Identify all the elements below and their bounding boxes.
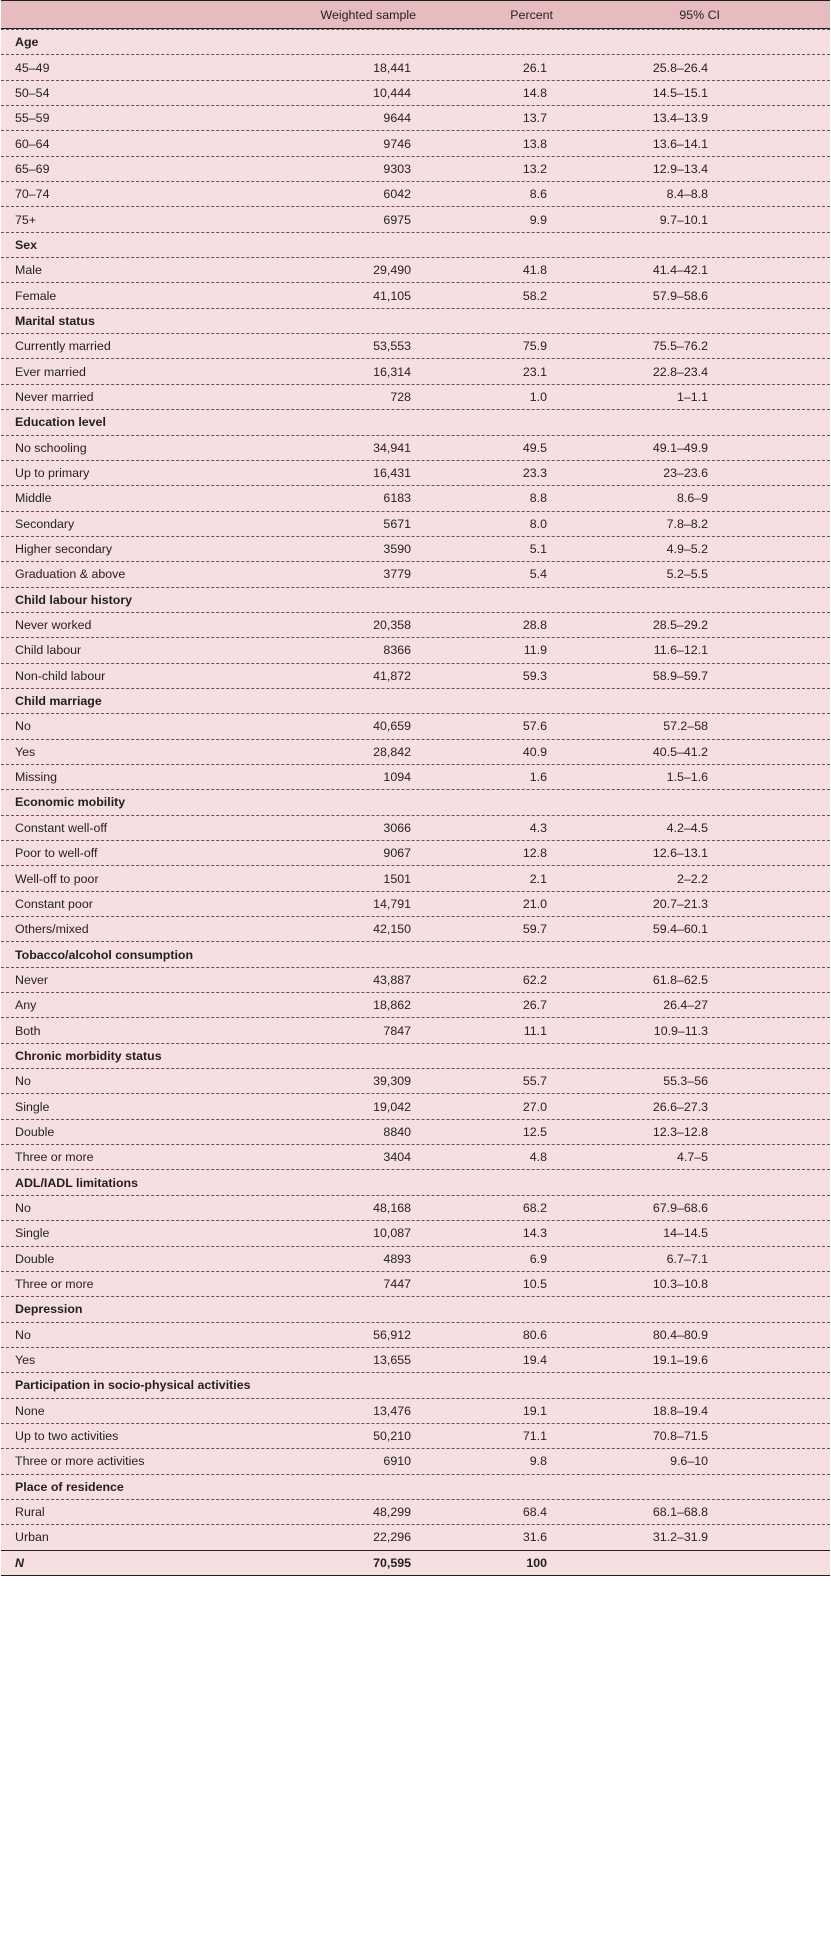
ci-cell: 5.2–5.5 bbox=[666, 567, 708, 582]
ci-cell: 61.8–62.5 bbox=[652, 972, 708, 987]
percent-cell: 31.6 bbox=[522, 1530, 547, 1545]
percent-cell: 5.4 bbox=[529, 567, 547, 582]
row-label: Never worked bbox=[15, 618, 92, 633]
percent-cell: 23.1 bbox=[522, 364, 547, 379]
section-header-row bbox=[1, 1372, 830, 1397]
percent-cell: 6.9 bbox=[529, 1251, 547, 1266]
weighted-sample-cell: 6975 bbox=[383, 212, 411, 227]
weighted-sample-cell: 1501 bbox=[383, 871, 411, 886]
row-label: Constant well-off bbox=[15, 820, 108, 835]
weighted-sample-cell: 3066 bbox=[383, 820, 411, 835]
ci-cell: 57.9–58.6 bbox=[652, 288, 708, 303]
table-row bbox=[1, 1017, 830, 1042]
weighted-sample-cell: 16,431 bbox=[373, 466, 411, 481]
row-label: Child labour bbox=[15, 643, 82, 658]
weighted-sample-cell: 6183 bbox=[383, 491, 411, 506]
percent-cell: 71.1 bbox=[522, 1429, 547, 1444]
row-label: Up to primary bbox=[15, 466, 90, 481]
ci-cell: 8.4–8.8 bbox=[666, 187, 708, 202]
row-label: Double bbox=[15, 1124, 55, 1139]
percent-cell: 59.7 bbox=[522, 922, 547, 937]
row-label: Three or more bbox=[15, 1277, 94, 1292]
ci-cell: 2–2.2 bbox=[676, 871, 708, 886]
weighted-sample-cell: 8840 bbox=[383, 1124, 411, 1139]
percent-cell: 1.6 bbox=[529, 770, 547, 785]
row-label: No bbox=[15, 1327, 31, 1342]
weighted-sample-cell: 3779 bbox=[383, 567, 411, 582]
percent-cell: 80.6 bbox=[522, 1327, 547, 1342]
table-row bbox=[1, 435, 830, 460]
table-row bbox=[1, 1524, 830, 1549]
ci-cell: 11.6–12.1 bbox=[653, 643, 708, 658]
percent-cell: 8.6 bbox=[529, 187, 547, 202]
ci-cell: 4.2–4.5 bbox=[666, 820, 708, 835]
table-row bbox=[1, 1322, 830, 1347]
ci-cell: 8.6–9 bbox=[676, 491, 708, 506]
section-header-row bbox=[1, 941, 830, 966]
row-label: Higher secondary bbox=[15, 542, 113, 557]
section-label: Economic mobility bbox=[15, 795, 126, 810]
ci-cell: 9.6–10 bbox=[670, 1454, 708, 1469]
weighted-sample-cell: 5671 bbox=[383, 516, 411, 531]
weighted-sample-cell: 9644 bbox=[383, 111, 411, 126]
table-row bbox=[1, 1195, 830, 1220]
section-header-row bbox=[1, 308, 830, 333]
ci-cell: 75.5–76.2 bbox=[652, 339, 708, 354]
percent-cell: 28.8 bbox=[522, 618, 547, 633]
weighted-sample-cell: 50,210 bbox=[373, 1429, 411, 1444]
ci-cell: 40.5–41.2 bbox=[652, 744, 708, 759]
weighted-sample-cell: 41,872 bbox=[373, 668, 411, 683]
table-row bbox=[1, 865, 830, 890]
table-row bbox=[1, 460, 830, 485]
section-label: Child marriage bbox=[15, 694, 102, 709]
table-row bbox=[1, 105, 830, 130]
weighted-sample-cell: 10,444 bbox=[373, 85, 411, 100]
weighted-sample-cell: 13,476 bbox=[373, 1403, 411, 1418]
row-label: 45–49 bbox=[15, 60, 50, 75]
percent-cell: 19.1 bbox=[522, 1403, 547, 1418]
weighted-sample-cell: 18,441 bbox=[373, 60, 411, 75]
ci-cell: 19.1–19.6 bbox=[652, 1353, 708, 1368]
row-label: Others/mixed bbox=[15, 922, 89, 937]
row-label: Constant poor bbox=[15, 896, 93, 911]
table-row bbox=[1, 130, 830, 155]
row-label: Graduation & above bbox=[15, 567, 126, 582]
table-row bbox=[1, 282, 830, 307]
section-label: Depression bbox=[15, 1302, 83, 1317]
section-label: Sex bbox=[15, 237, 38, 252]
percent-cell: 62.2 bbox=[522, 972, 547, 987]
percent-cell: 9.8 bbox=[529, 1454, 547, 1469]
weighted-sample-cell: 41,105 bbox=[373, 288, 411, 303]
percent-cell: 40.9 bbox=[522, 744, 547, 759]
data-table bbox=[1, 0, 830, 1576]
ci-cell: 26.6–27.3 bbox=[652, 1099, 708, 1114]
section-label: Place of residence bbox=[15, 1479, 124, 1494]
ci-cell: 20.7–21.3 bbox=[652, 896, 708, 911]
total-row bbox=[1, 1550, 830, 1575]
row-label: Currently married bbox=[15, 339, 111, 354]
table-row bbox=[1, 156, 830, 181]
percent-cell: 8.0 bbox=[529, 516, 547, 531]
percent-cell: 75.9 bbox=[522, 339, 547, 354]
row-label: 55–59 bbox=[15, 111, 50, 126]
row-label: Poor to well-off bbox=[15, 846, 98, 861]
ci-cell: 6.7–7.1 bbox=[666, 1251, 708, 1266]
weighted-sample-cell: 53,553 bbox=[373, 339, 411, 354]
table-row bbox=[1, 739, 830, 764]
percent-cell: 59.3 bbox=[522, 668, 547, 683]
row-label: Male bbox=[15, 263, 42, 278]
ci-cell: 12.9–13.4 bbox=[652, 161, 708, 176]
table-row bbox=[1, 181, 830, 206]
percent-cell: 14.3 bbox=[522, 1226, 547, 1241]
weighted-sample-cell: 70,595 bbox=[373, 1555, 411, 1570]
table-row bbox=[1, 840, 830, 865]
row-label: No bbox=[15, 1074, 31, 1089]
ci-cell: 80.4–80.9 bbox=[652, 1327, 708, 1342]
ci-cell: 12.3–12.8 bbox=[652, 1124, 708, 1139]
table-row bbox=[1, 1499, 830, 1524]
section-header-row bbox=[1, 1296, 830, 1321]
ci-cell: 9.7–10.1 bbox=[659, 212, 708, 227]
percent-cell: 1.0 bbox=[529, 389, 547, 404]
section-header-row bbox=[1, 29, 830, 54]
table-row bbox=[1, 815, 830, 840]
ci-cell: 14–14.5 bbox=[663, 1226, 708, 1241]
ci-cell: 22.8–23.4 bbox=[652, 364, 708, 379]
percent-cell: 100 bbox=[526, 1555, 547, 1570]
weighted-sample-cell: 16,314 bbox=[373, 364, 411, 379]
row-label: Ever married bbox=[15, 364, 86, 379]
row-label: Three or more activities bbox=[15, 1454, 145, 1469]
table-row bbox=[1, 637, 830, 662]
table-row bbox=[1, 1144, 830, 1169]
table-row bbox=[1, 992, 830, 1017]
table-row bbox=[1, 511, 830, 536]
ci-cell: 1–1.1 bbox=[676, 389, 708, 404]
table-row bbox=[1, 663, 830, 688]
section-label: Age bbox=[15, 35, 39, 50]
percent-cell: 4.8 bbox=[529, 1150, 547, 1165]
percent-cell: 5.1 bbox=[529, 542, 547, 557]
header-percent: Percent bbox=[510, 7, 553, 22]
ci-cell: 12.6–13.1 bbox=[652, 846, 708, 861]
row-label: Single bbox=[15, 1099, 50, 1114]
weighted-sample-cell: 22,296 bbox=[373, 1530, 411, 1545]
table-row bbox=[1, 257, 830, 282]
row-label: 75+ bbox=[15, 212, 37, 227]
row-label: N bbox=[15, 1555, 24, 1570]
row-label: Non-child labour bbox=[15, 668, 106, 683]
table-row bbox=[1, 1423, 830, 1448]
ci-cell: 10.3–10.8 bbox=[652, 1277, 708, 1292]
section-label: Participation in socio-physical activities bbox=[15, 1378, 251, 1393]
percent-cell: 55.7 bbox=[522, 1074, 547, 1089]
ci-cell: 7.8–8.2 bbox=[666, 516, 708, 531]
weighted-sample-cell: 8366 bbox=[383, 643, 411, 658]
percent-cell: 23.3 bbox=[522, 466, 547, 481]
weighted-sample-cell: 10,087 bbox=[373, 1226, 411, 1241]
percent-cell: 13.2 bbox=[522, 161, 547, 176]
weighted-sample-cell: 56,912 bbox=[373, 1327, 411, 1342]
percent-cell: 41.8 bbox=[522, 263, 547, 278]
section-header-row bbox=[1, 1169, 830, 1194]
row-label: Double bbox=[15, 1251, 55, 1266]
weighted-sample-cell: 48,299 bbox=[373, 1505, 411, 1520]
table-body bbox=[1, 29, 830, 1575]
table-row bbox=[1, 333, 830, 358]
percent-cell: 19.4 bbox=[522, 1353, 547, 1368]
percent-cell: 13.8 bbox=[522, 136, 547, 151]
percent-cell: 12.8 bbox=[522, 846, 547, 861]
section-header-row bbox=[1, 587, 830, 612]
weighted-sample-cell: 13,655 bbox=[373, 1353, 411, 1368]
weighted-sample-cell: 3404 bbox=[383, 1150, 411, 1165]
weighted-sample-cell: 9067 bbox=[383, 846, 411, 861]
row-label: Up to two activities bbox=[15, 1429, 119, 1444]
table-row bbox=[1, 967, 830, 992]
weighted-sample-cell: 28,842 bbox=[373, 744, 411, 759]
ci-cell: 23–23.6 bbox=[663, 466, 708, 481]
percent-cell: 13.7 bbox=[522, 111, 547, 126]
percent-cell: 14.8 bbox=[522, 85, 547, 100]
weighted-sample-cell: 4893 bbox=[383, 1251, 411, 1266]
percent-cell: 58.2 bbox=[522, 288, 547, 303]
row-label: 60–64 bbox=[15, 136, 50, 151]
row-label: Both bbox=[15, 1023, 41, 1038]
percent-cell: 2.1 bbox=[529, 871, 547, 886]
ci-cell: 4.7–5 bbox=[676, 1150, 708, 1165]
section-label: Chronic morbidity status bbox=[15, 1048, 162, 1063]
table-row bbox=[1, 1347, 830, 1372]
weighted-sample-cell: 9746 bbox=[383, 136, 411, 151]
table-row bbox=[1, 1271, 830, 1296]
table-row bbox=[1, 1398, 830, 1423]
weighted-sample-cell: 6910 bbox=[383, 1454, 411, 1469]
section-header-row bbox=[1, 1043, 830, 1068]
row-label: Yes bbox=[15, 1353, 36, 1368]
ci-cell: 68.1–68.8 bbox=[652, 1505, 708, 1520]
weighted-sample-cell: 40,659 bbox=[373, 719, 411, 734]
weighted-sample-cell: 728 bbox=[390, 389, 411, 404]
weighted-sample-cell: 39,309 bbox=[373, 1074, 411, 1089]
table-row bbox=[1, 764, 830, 789]
table-row bbox=[1, 1448, 830, 1473]
weighted-sample-cell: 3590 bbox=[383, 542, 411, 557]
weighted-sample-cell: 14,791 bbox=[373, 896, 411, 911]
percent-cell: 26.1 bbox=[522, 60, 547, 75]
row-label: Yes bbox=[15, 744, 36, 759]
ci-cell: 13.6–14.1 bbox=[652, 136, 708, 151]
table-row bbox=[1, 1068, 830, 1093]
percent-cell: 21.0 bbox=[522, 896, 547, 911]
row-label: Missing bbox=[15, 770, 57, 785]
weighted-sample-cell: 43,887 bbox=[373, 972, 411, 987]
percent-cell: 68.2 bbox=[522, 1200, 547, 1215]
ci-cell: 58.9–59.7 bbox=[652, 668, 708, 683]
section-header-row bbox=[1, 1474, 830, 1499]
table-row bbox=[1, 536, 830, 561]
percent-cell: 12.5 bbox=[522, 1124, 547, 1139]
row-label: 50–54 bbox=[15, 85, 50, 100]
table-row bbox=[1, 916, 830, 941]
weighted-sample-cell: 6042 bbox=[383, 187, 411, 202]
ci-cell: 18.8–19.4 bbox=[652, 1403, 708, 1418]
ci-cell: 10.9–11.3 bbox=[653, 1023, 708, 1038]
table-row bbox=[1, 1246, 830, 1271]
section-header-row bbox=[1, 688, 830, 713]
section-header-row bbox=[1, 232, 830, 257]
percent-cell: 4.3 bbox=[529, 820, 547, 835]
row-label: Any bbox=[15, 998, 37, 1013]
row-label: No bbox=[15, 719, 31, 734]
ci-cell: 49.1–49.9 bbox=[652, 440, 708, 455]
row-label: 65–69 bbox=[15, 161, 50, 176]
row-label: None bbox=[15, 1403, 45, 1418]
ci-cell: 67.9–68.6 bbox=[652, 1200, 708, 1215]
weighted-sample-cell: 9303 bbox=[383, 161, 411, 176]
table-header-row bbox=[1, 1, 830, 29]
table-row bbox=[1, 1119, 830, 1144]
table-row bbox=[1, 206, 830, 231]
percent-cell: 57.6 bbox=[522, 719, 547, 734]
table-row bbox=[1, 713, 830, 738]
ci-cell: 14.5–15.1 bbox=[652, 85, 708, 100]
table-row bbox=[1, 561, 830, 586]
ci-cell: 26.4–27 bbox=[663, 998, 708, 1013]
weighted-sample-cell: 29,490 bbox=[373, 263, 411, 278]
row-label: No schooling bbox=[15, 440, 87, 455]
table-row bbox=[1, 358, 830, 383]
section-label: Tobacco/alcohol consumption bbox=[15, 947, 194, 962]
ci-cell: 28.5–29.2 bbox=[652, 618, 708, 633]
ci-cell: 70.8–71.5 bbox=[652, 1429, 708, 1444]
table-row bbox=[1, 891, 830, 916]
row-label: 70–74 bbox=[15, 187, 50, 202]
weighted-sample-cell: 7847 bbox=[383, 1023, 411, 1038]
percent-cell: 10.5 bbox=[522, 1277, 547, 1292]
weighted-sample-cell: 19,042 bbox=[373, 1099, 411, 1114]
percent-cell: 11.1 bbox=[523, 1023, 547, 1038]
percent-cell: 9.9 bbox=[529, 212, 547, 227]
weighted-sample-cell: 20,358 bbox=[373, 618, 411, 633]
ci-cell: 41.4–42.1 bbox=[652, 263, 708, 278]
table-row bbox=[1, 384, 830, 409]
section-header-row bbox=[1, 789, 830, 814]
percent-cell: 49.5 bbox=[522, 440, 547, 455]
percent-cell: 27.0 bbox=[522, 1099, 547, 1114]
header-weighted-sample: Weighted sample bbox=[320, 7, 416, 22]
row-label: Rural bbox=[15, 1505, 45, 1520]
row-label: Middle bbox=[15, 491, 52, 506]
percent-cell: 26.7 bbox=[522, 998, 547, 1013]
ci-cell: 4.9–5.2 bbox=[666, 542, 708, 557]
ci-cell: 25.8–26.4 bbox=[652, 60, 708, 75]
ci-cell: 31.2–31.9 bbox=[652, 1530, 708, 1545]
weighted-sample-cell: 42,150 bbox=[373, 922, 411, 937]
weighted-sample-cell: 18,862 bbox=[373, 998, 411, 1013]
row-label: Never married bbox=[15, 389, 94, 404]
percent-cell: 8.8 bbox=[529, 491, 547, 506]
row-label: No bbox=[15, 1200, 31, 1215]
table-row bbox=[1, 1093, 830, 1118]
header-95-ci: 95% CI bbox=[679, 7, 720, 22]
percent-cell: 11.9 bbox=[523, 643, 547, 658]
percent-cell: 68.4 bbox=[522, 1505, 547, 1520]
section-header-row bbox=[1, 409, 830, 434]
weighted-sample-cell: 48,168 bbox=[373, 1200, 411, 1215]
row-label: Never bbox=[15, 972, 49, 987]
row-label: Secondary bbox=[15, 516, 75, 531]
table-row bbox=[1, 80, 830, 105]
ci-cell: 59.4–60.1 bbox=[652, 922, 708, 937]
ci-cell: 57.2–58 bbox=[663, 719, 708, 734]
row-label: Single bbox=[15, 1226, 50, 1241]
table-row bbox=[1, 1220, 830, 1245]
weighted-sample-cell: 1094 bbox=[383, 770, 411, 785]
table-row bbox=[1, 485, 830, 510]
table-row bbox=[1, 612, 830, 637]
section-label: ADL/IADL limitations bbox=[15, 1175, 138, 1190]
ci-cell: 1.5–1.6 bbox=[666, 770, 708, 785]
ci-cell: 13.4–13.9 bbox=[652, 111, 708, 126]
weighted-sample-cell: 34,941 bbox=[373, 440, 411, 455]
row-label: Three or more bbox=[15, 1150, 94, 1165]
section-label: Education level bbox=[15, 415, 106, 430]
section-label: Child labour history bbox=[15, 592, 133, 607]
ci-cell: 55.3–56 bbox=[663, 1074, 708, 1089]
row-label: Female bbox=[15, 288, 57, 303]
table-row bbox=[1, 54, 830, 79]
weighted-sample-cell: 7447 bbox=[383, 1277, 411, 1292]
row-label: Well-off to poor bbox=[15, 871, 99, 886]
section-label: Marital status bbox=[15, 313, 95, 328]
row-label: Urban bbox=[15, 1530, 49, 1545]
